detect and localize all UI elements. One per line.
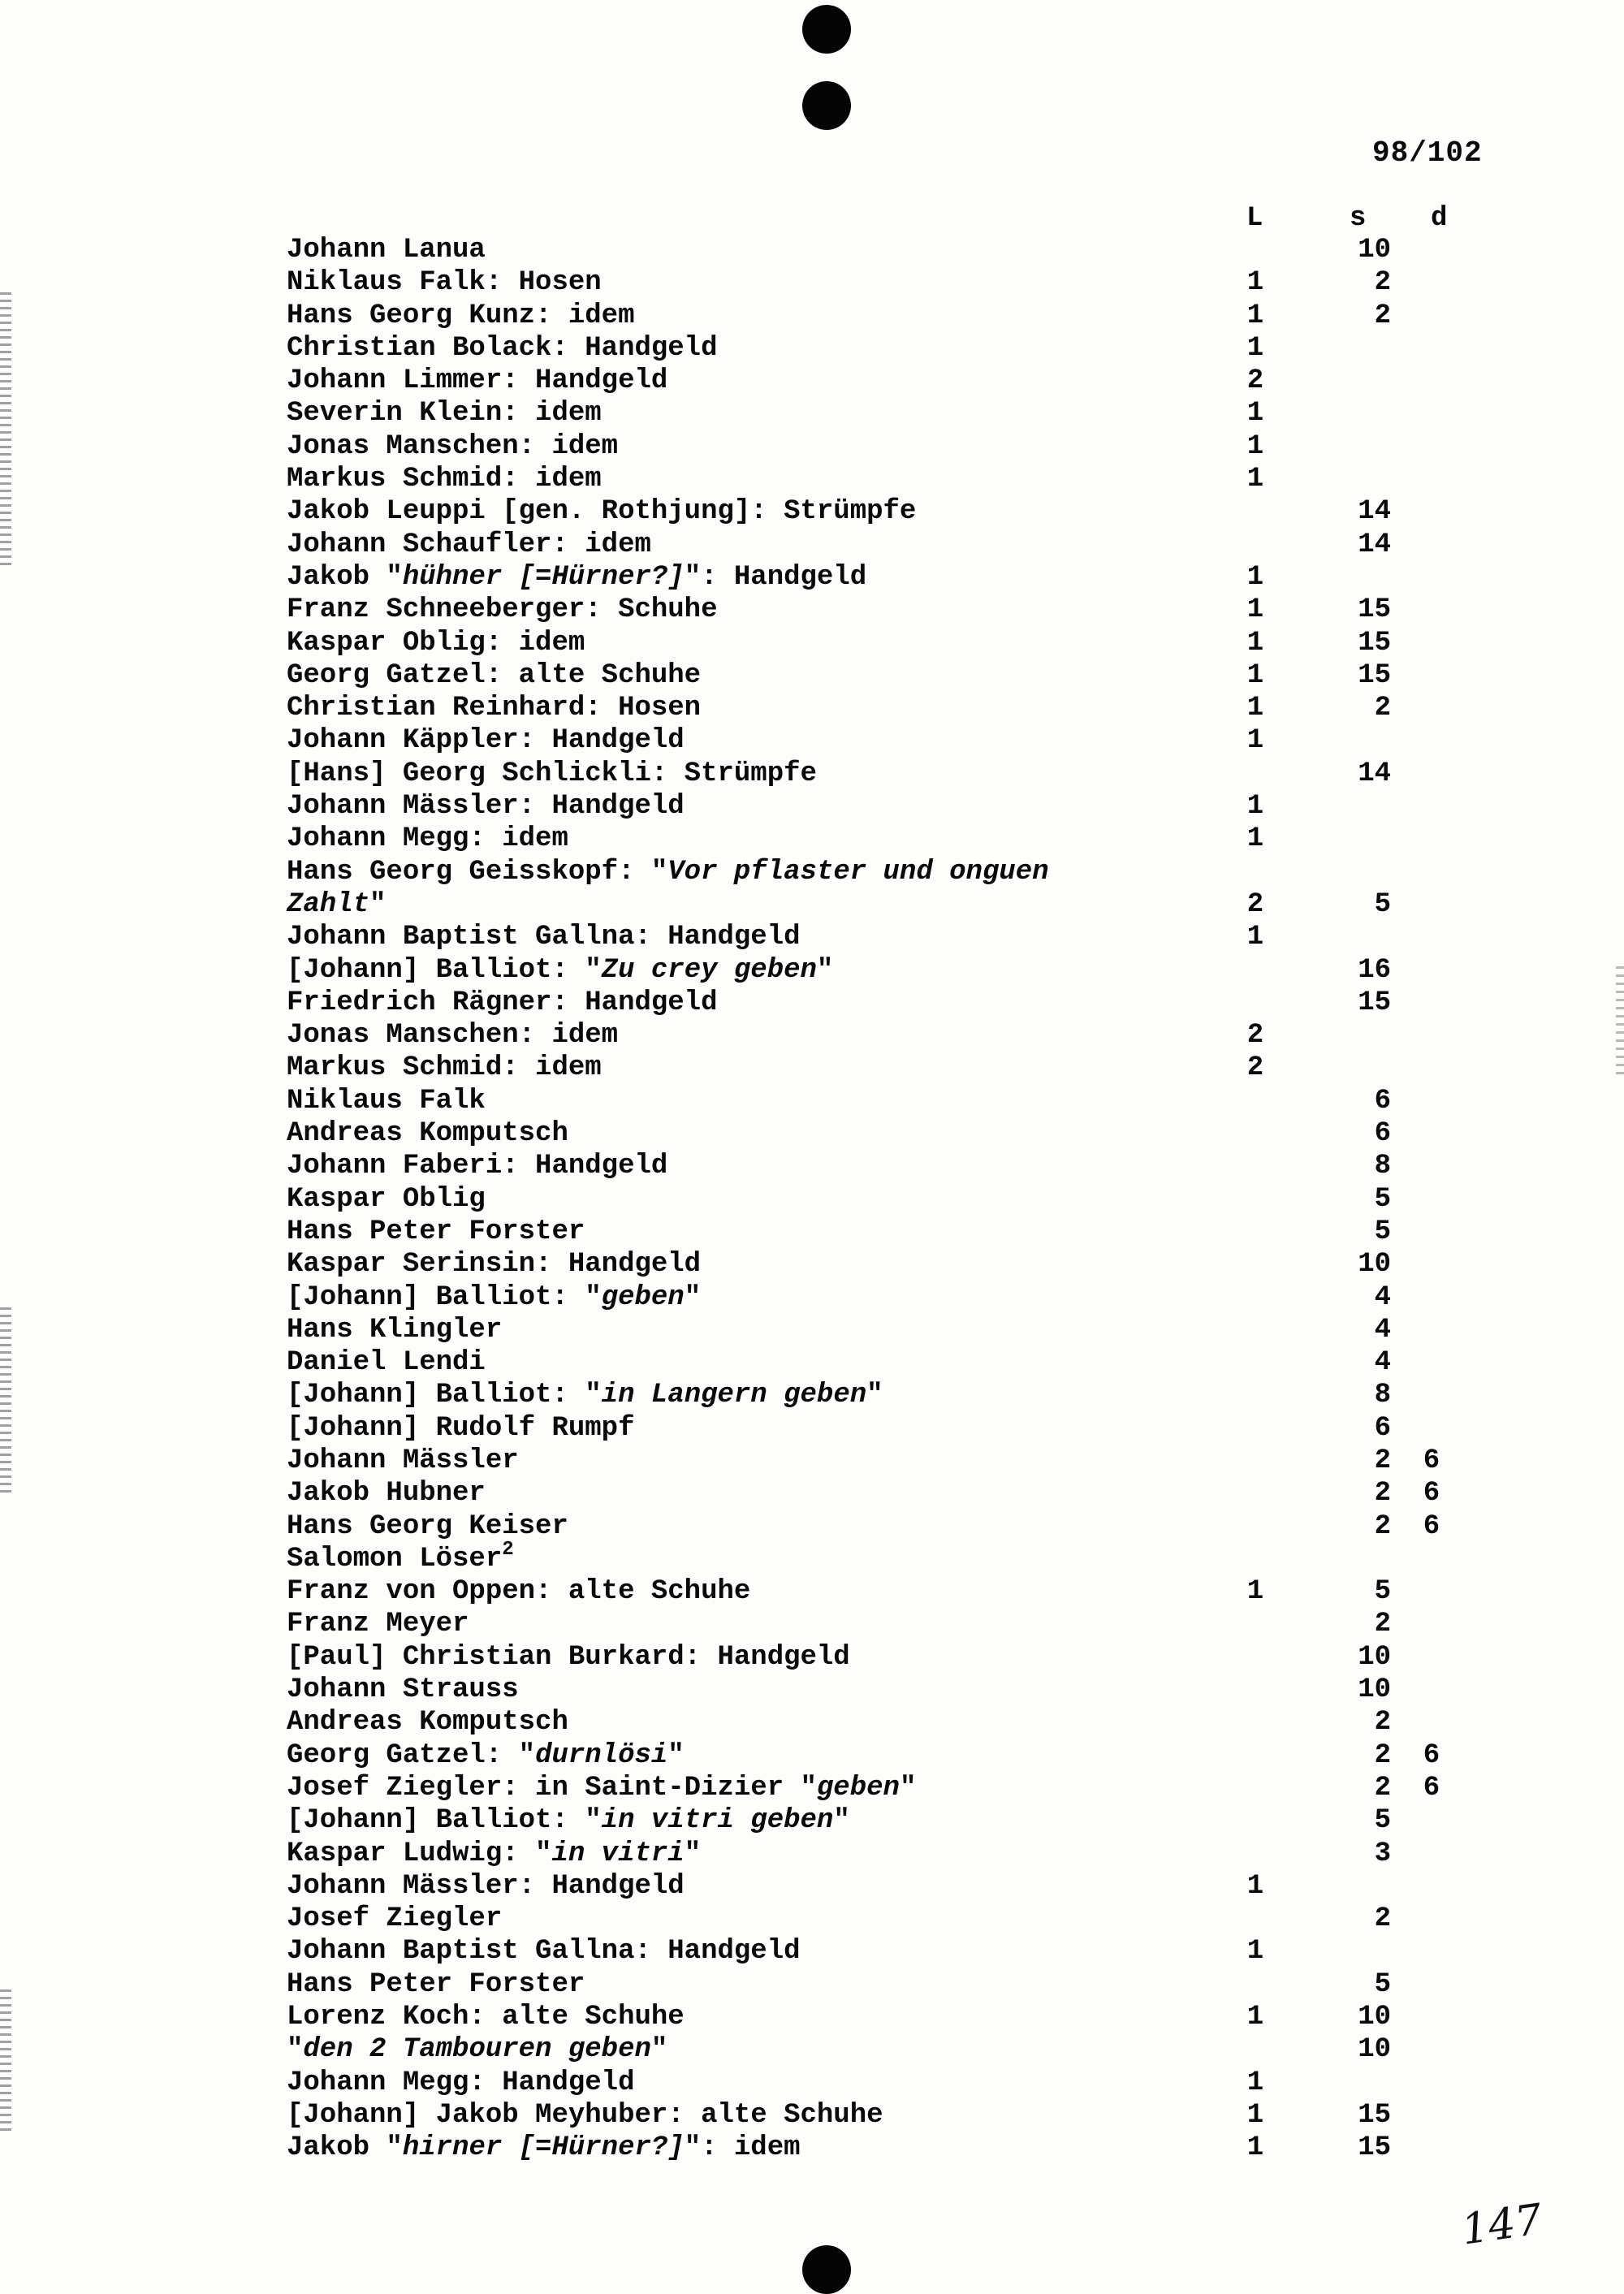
amount-shillings: 5 [1374, 1805, 1391, 1837]
ledger-row [287, 758, 1505, 790]
entry-text-part: Hans Peter Forster [287, 1216, 585, 1247]
ledger-row [287, 1935, 1505, 1968]
amount-shillings: 6 [1374, 1118, 1391, 1150]
entry-text-part: [Paul] Christian Burkard: Handgeld [287, 1641, 850, 1673]
ledger-row [287, 627, 1505, 659]
amount-pence: 6 [1423, 1445, 1440, 1476]
entry-text-part: Johann Faberi: Handgeld [287, 1151, 668, 1182]
amount-shillings: 4 [1374, 1347, 1391, 1379]
page-number: 98/102 [1372, 136, 1483, 170]
amount-shillings: 10 [1358, 1674, 1391, 1706]
amount-pounds: 1 [1246, 1576, 1264, 1608]
ledger-row [287, 823, 1505, 855]
amount-shillings: 15 [1358, 987, 1391, 1018]
entry-text-part: [Johann] Balliot: " [287, 1805, 602, 1837]
entry-text-part: " [684, 1281, 702, 1313]
amount-shillings: 2 [1374, 1445, 1391, 1476]
ledger-row [287, 1477, 1505, 1510]
entry-text-part: Daniel Lendi [287, 1347, 486, 1379]
scan-edge-artifact [0, 292, 11, 568]
amount-pounds: 1 [1246, 627, 1264, 659]
entry-text [287, 1804, 850, 1837]
entry-text-part: Franz Schneeberger: Schuhe [287, 594, 718, 626]
entry-text-part: Friedrich Rägner: Handgeld [287, 987, 718, 1018]
amount-shillings: 14 [1358, 758, 1391, 789]
entry-text-part: Johann Megg: Handgeld [287, 2067, 635, 2098]
entry-text [287, 561, 866, 594]
amount-shillings: 5 [1374, 1216, 1391, 1247]
entry-text-part: hühner [=Hürner?] [402, 561, 685, 593]
amount-shillings: 4 [1374, 1281, 1391, 1313]
ledger-row [287, 954, 1505, 987]
amount-pounds: 2 [1246, 888, 1264, 920]
ledger-row [287, 234, 1505, 266]
entry-text-part: Markus Schmid: idem [287, 464, 602, 495]
entry-text-part: Hans Georg Keiser [287, 1510, 568, 1542]
amount-shillings: 15 [1358, 594, 1391, 626]
ledger-row [287, 1804, 1505, 1837]
scan-edge-artifact [1616, 966, 1624, 1080]
ledger-row [287, 987, 1505, 1019]
ledger-row [287, 594, 1505, 626]
entry-text-part: " [899, 1772, 917, 1804]
entry-text [287, 1706, 568, 1739]
ledger-row [287, 1641, 1505, 1674]
footnote-marker: 2 [502, 1538, 514, 1561]
entry-text-part: Christian Reinhard: Hosen [287, 693, 702, 724]
entry-text-part: in vitri [551, 1838, 685, 1869]
entry-text [287, 1935, 801, 1968]
entry-text-part: Josef Ziegler [287, 1903, 503, 1935]
ledger-row [287, 463, 1505, 495]
entry-text [287, 234, 486, 266]
amount-shillings: 6 [1374, 1412, 1391, 1444]
entry-text [287, 1903, 502, 1935]
ledger-row [287, 1838, 1505, 1870]
entry-text-part: ": idem [684, 2132, 801, 2164]
entry-text [287, 1183, 486, 1216]
entry-text [287, 987, 718, 1019]
amount-shillings: 5 [1374, 1968, 1391, 2000]
entry-text-part: " [287, 2034, 304, 2066]
ledger-row [287, 495, 1505, 528]
entry-text-part: ": Handgeld [684, 561, 867, 593]
entry-text-part: " [650, 2034, 668, 2066]
ledger-row [287, 1281, 1505, 1314]
entry-text-part: Hans Georg Geisskopf: " [287, 856, 668, 888]
amount-pounds: 1 [1246, 1936, 1264, 1968]
amount-pence: 6 [1423, 1739, 1440, 1771]
amount-pounds: 1 [1246, 1870, 1264, 1902]
amount-pounds: 1 [1246, 2099, 1264, 2131]
entry-text [287, 1346, 486, 1379]
amount-shillings: 10 [1358, 1249, 1391, 1281]
entry-text-part: [Hans] Georg Schlickli: Strümpfe [287, 758, 817, 789]
amount-shillings: 5 [1374, 1183, 1391, 1215]
entry-text [287, 266, 602, 299]
amount-pence: 6 [1423, 1478, 1440, 1510]
entry-text-part: Jonas Manschen: idem [287, 430, 619, 462]
ledger-entries [287, 234, 1505, 2165]
entry-text [287, 823, 568, 855]
amount-shillings: 5 [1374, 888, 1391, 920]
entry-text-part: [Johann] Balliot: " [287, 1380, 602, 1411]
entry-text-part: Markus Schmid: idem [287, 1052, 602, 1084]
ledger-row [287, 529, 1505, 561]
entry-text-part: Johann Baptist Gallna: Handgeld [287, 922, 801, 953]
entry-text-part: " [833, 1805, 850, 1837]
entry-text-part: Georg Gatzel: " [287, 1739, 536, 1771]
entry-text-part: Johann Baptist Gallna: Handgeld [287, 1936, 801, 1968]
amount-pounds: 1 [1246, 659, 1264, 691]
handwritten-folio-number: 147 [1458, 2195, 1545, 2255]
entry-text [287, 1248, 701, 1281]
entry-text-part: geben [601, 1281, 685, 1313]
amount-shillings: 15 [1358, 627, 1391, 659]
amount-pounds: 2 [1246, 1052, 1264, 1084]
entry-text-part: Johann Limmer: Handgeld [287, 365, 668, 397]
entry-text [287, 2099, 883, 2132]
entry-text [287, 1641, 850, 1674]
entry-text [287, 724, 685, 757]
entry-text [287, 1379, 883, 1411]
entry-text-part: geben [816, 1772, 900, 1804]
amount-pounds: 1 [1246, 267, 1264, 299]
ledger-row [287, 266, 1505, 299]
ledger-row [287, 692, 1505, 724]
entry-text [287, 1739, 685, 1772]
entry-text [287, 529, 651, 561]
entry-text-part: Hans Peter Forster [287, 1968, 585, 2000]
amount-shillings: 10 [1358, 2002, 1391, 2033]
entry-text-part: Hans Georg Kunz: idem [287, 300, 635, 331]
amount-shillings: 10 [1358, 2034, 1391, 2066]
ledger-row [287, 430, 1505, 463]
entry-text [287, 790, 685, 823]
entry-text [287, 921, 801, 953]
amount-shillings: 16 [1358, 954, 1391, 986]
ledger-row [287, 1314, 1505, 1346]
entry-text-part: " [816, 954, 834, 986]
entry-text-part: Johann Käppler: Handgeld [287, 725, 685, 757]
ledger-row [287, 332, 1505, 365]
punch-hole [802, 81, 851, 130]
entry-text-part: Zu crey geben [601, 954, 817, 986]
entry-text [287, 1477, 486, 1510]
ledger-row [287, 397, 1505, 430]
ledger-row [287, 1575, 1505, 1608]
entry-text [287, 1150, 667, 1182]
entry-text [287, 397, 602, 430]
entry-text-part: Johann Megg: idem [287, 823, 568, 855]
amount-shillings: 14 [1358, 529, 1391, 560]
entry-text-part: Hans Klingler [287, 1314, 503, 1346]
entry-text [287, 332, 718, 365]
ledger-row [287, 1019, 1505, 1052]
entry-text-part: Niklaus Falk [287, 1085, 486, 1117]
ledger-row [287, 1150, 1505, 1182]
amount-pence: 6 [1423, 1510, 1440, 1542]
entry-text-part: Franz Meyer [287, 1609, 469, 1640]
amount-shillings: 8 [1374, 1380, 1391, 1411]
entry-text [287, 692, 701, 724]
amount-shillings: 15 [1358, 2099, 1391, 2131]
amount-shillings: 10 [1358, 235, 1391, 266]
entry-text-part: den 2 Tambouren geben [303, 2034, 651, 2066]
amount-shillings: 8 [1374, 1151, 1391, 1182]
amount-pounds: 1 [1246, 922, 1264, 953]
entry-text-part: Johann Strauss [287, 1674, 519, 1706]
entry-text [287, 659, 701, 692]
entry-text [287, 1608, 469, 1640]
ledger-row [287, 1412, 1505, 1445]
entry-text [287, 495, 916, 528]
entry-text-part: Christian Bolack: Handgeld [287, 332, 718, 364]
amount-pounds: 1 [1246, 398, 1264, 430]
ledger-row [287, 365, 1505, 397]
ledger-row [287, 921, 1505, 953]
ledger-row [287, 1870, 1505, 1903]
amount-pounds: 1 [1246, 725, 1264, 757]
ledger-row [287, 1608, 1505, 1640]
entry-text [287, 1117, 568, 1150]
entry-text-part: Johann Lanua [287, 235, 486, 266]
entry-text-part: " [369, 888, 387, 920]
ledger-row [287, 1379, 1505, 1411]
entry-text-part: [Johann] Rudolf Rumpf [287, 1412, 635, 1444]
entry-text-part: Jakob Hubner [287, 1478, 486, 1510]
entry-text [287, 1968, 585, 2001]
entry-text-part: Andreas Komputsch [287, 1118, 568, 1150]
amount-shillings: 2 [1374, 1707, 1391, 1739]
entry-text [287, 365, 667, 397]
amount-shillings: 2 [1374, 1510, 1391, 1542]
entry-text-part: " [684, 1838, 702, 1869]
ledger-row [287, 1052, 1505, 1084]
entry-text-part: Johann Mässler [287, 1445, 519, 1476]
amount-pounds: 2 [1246, 1020, 1264, 1052]
amount-shillings: 2 [1374, 267, 1391, 299]
ledger-row [287, 2132, 1505, 2164]
entry-text [287, 463, 602, 495]
amount-pounds: 1 [1246, 300, 1264, 331]
ledger-row [287, 1346, 1505, 1379]
ledger-row [287, 1216, 1505, 1248]
amount-shillings: 4 [1374, 1314, 1391, 1346]
entry-text-part: " [866, 1380, 883, 1411]
scan-edge-artifact [0, 1307, 11, 1494]
ledger-row [287, 1968, 1505, 2001]
entry-text-part: [Johann] Balliot: " [287, 1281, 602, 1313]
amount-pence: 6 [1423, 1772, 1440, 1804]
entry-text-part: [Johann] Balliot: " [287, 954, 602, 986]
entry-text-part: Johann Mässler: Handgeld [287, 791, 685, 823]
entry-text-part: Kaspar Oblig: idem [287, 627, 585, 659]
entry-text [287, 1412, 634, 1445]
entry-text [287, 1870, 685, 1903]
entry-text [287, 1216, 585, 1248]
entry-text [287, 1281, 701, 1314]
ledger-row [287, 2099, 1505, 2132]
entry-text-part: Severin Klein: idem [287, 398, 602, 430]
entry-text-part: Vor pflaster und onguen [667, 856, 1049, 888]
entry-text [287, 1052, 602, 1084]
entry-text-part: in Langern geben [601, 1380, 867, 1411]
punch-hole [802, 2245, 851, 2294]
ledger-row [287, 2001, 1505, 2033]
entry-text [287, 2033, 667, 2066]
entry-text [287, 856, 1049, 888]
entry-text-part: Lorenz Koch: alte Schuhe [287, 2002, 685, 2033]
scan-edge-artifact [0, 1989, 11, 2136]
amount-shillings: 2 [1374, 1609, 1391, 1640]
entry-text-part: Kaspar Oblig [287, 1183, 486, 1215]
amount-shillings: 5 [1374, 1576, 1391, 1608]
ledger-row [287, 856, 1505, 888]
entry-text [287, 1772, 916, 1804]
entry-text-part: " [667, 1739, 685, 1771]
ledger-row [287, 1903, 1505, 1935]
ledger-row [287, 1117, 1505, 1150]
entry-text [287, 1445, 519, 1477]
amount-shillings: 2 [1374, 1903, 1391, 1935]
entry-text-part: Jonas Manschen: idem [287, 1020, 619, 1052]
amount-shillings: 2 [1374, 1739, 1391, 1771]
entry-text-part: Jakob " [287, 2132, 403, 2164]
ledger-row [287, 790, 1505, 823]
amount-shillings: 14 [1358, 496, 1391, 528]
entry-text-part: hirner [=Hürner?] [402, 2132, 685, 2164]
entry-text [287, 2067, 634, 2099]
entry-text-part: Salomon Löser [287, 1543, 503, 1575]
entry-text [287, 1314, 502, 1346]
entry-text [287, 1538, 514, 1575]
ledger-row [287, 1445, 1505, 1477]
column-header-shillings: s [1350, 203, 1367, 234]
entry-text-part: Johann Mässler: Handgeld [287, 1870, 685, 1902]
entry-text [287, 430, 618, 463]
entry-text-part: Jakob Leuppi [gen. Rothjung]: Strümpfe [287, 496, 917, 528]
amount-shillings: 2 [1374, 300, 1391, 331]
amount-shillings: 2 [1374, 693, 1391, 724]
amount-pounds: 1 [1246, 430, 1264, 462]
entry-text-part: Niklaus Falk: Hosen [287, 267, 602, 299]
ledger-row [287, 659, 1505, 692]
ledger-row [287, 888, 1505, 921]
amount-shillings: 2 [1374, 1772, 1391, 1804]
ledger-row [287, 1706, 1505, 1739]
amount-shillings: 3 [1374, 1838, 1391, 1869]
entry-text-part: Kaspar Serinsin: Handgeld [287, 1249, 702, 1281]
amount-pounds: 1 [1246, 332, 1264, 364]
ledger-row [287, 1183, 1505, 1216]
ledger-row [287, 1085, 1505, 1117]
column-header-pence: d [1431, 203, 1448, 234]
entry-text [287, 1838, 701, 1870]
entry-text [287, 300, 634, 332]
entry-text-part: Georg Gatzel: alte Schuhe [287, 659, 702, 691]
ledger-row [287, 2067, 1505, 2099]
entry-text [287, 1674, 519, 1706]
entry-text [287, 2001, 685, 2033]
amount-shillings: 15 [1358, 659, 1391, 691]
entry-text [287, 627, 585, 659]
ledger-row [287, 1538, 1505, 1575]
entry-text [287, 888, 386, 921]
amount-shillings: 2 [1374, 1478, 1391, 1510]
column-header-pounds: L [1246, 203, 1263, 234]
amount-pounds: 1 [1246, 823, 1264, 855]
amount-pounds: 2 [1246, 365, 1264, 397]
ledger-row [287, 300, 1505, 332]
entry-text [287, 758, 817, 790]
entry-text [287, 1510, 568, 1543]
amount-pounds: 1 [1246, 561, 1264, 593]
entry-text [287, 1085, 486, 1117]
amount-pounds: 1 [1246, 2002, 1264, 2033]
entry-text-part: Kaspar Ludwig: " [287, 1838, 552, 1869]
ledger-row [287, 2033, 1505, 2066]
entry-text [287, 1575, 750, 1608]
ledger-row [287, 1772, 1505, 1804]
entry-text [287, 2132, 801, 2164]
ledger-row [287, 561, 1505, 594]
amount-pounds: 1 [1246, 693, 1264, 724]
amount-shillings: 10 [1358, 1641, 1391, 1673]
entry-text-part: Andreas Komputsch [287, 1707, 568, 1739]
amount-pounds: 1 [1246, 464, 1264, 495]
amount-pounds: 1 [1246, 594, 1264, 626]
amount-pounds: 1 [1246, 791, 1264, 823]
entry-text [287, 594, 718, 626]
ledger-row [287, 1674, 1505, 1706]
punch-hole [802, 5, 851, 54]
entry-text-part: Jakob " [287, 561, 403, 593]
entry-text-part: [Johann] Jakob Meyhuber: alte Schuhe [287, 2099, 883, 2131]
ledger-row [287, 1248, 1505, 1281]
entry-text-part: in vitri geben [601, 1805, 834, 1837]
amount-pounds: 1 [1246, 2067, 1264, 2098]
amount-shillings: 6 [1374, 1085, 1391, 1117]
entry-text-part: Zahlt [287, 888, 370, 920]
entry-text-part: Josef Ziegler: in Saint-Dizier " [287, 1772, 817, 1804]
ledger-row [287, 1510, 1505, 1543]
entry-text [287, 1019, 618, 1052]
ledger-row [287, 724, 1505, 757]
amount-shillings: 15 [1358, 2132, 1391, 2164]
entry-text-part: Franz von Oppen: alte Schuhe [287, 1576, 751, 1608]
entry-text-part: durnlösi [535, 1739, 668, 1771]
entry-text-part: Johann Schaufler: idem [287, 529, 651, 560]
entry-text [287, 954, 833, 987]
ledger-row [287, 1739, 1505, 1772]
amount-pounds: 1 [1246, 2132, 1264, 2164]
